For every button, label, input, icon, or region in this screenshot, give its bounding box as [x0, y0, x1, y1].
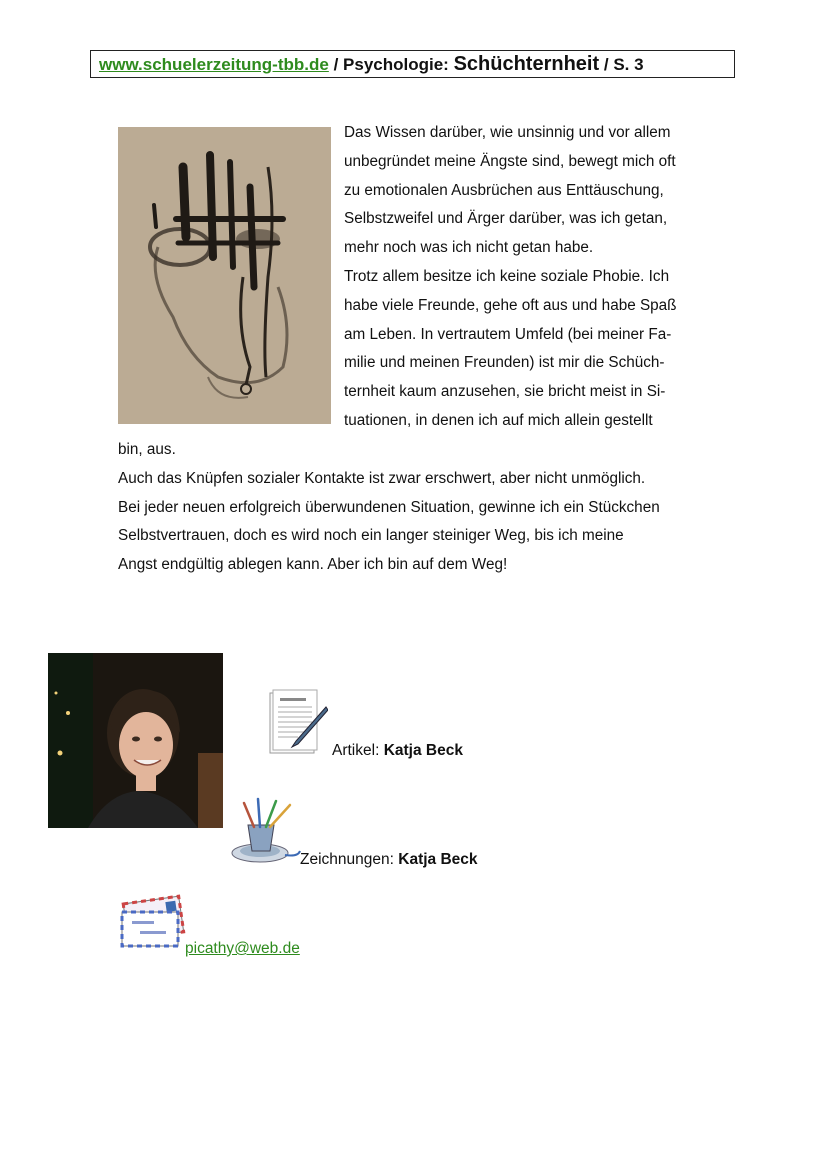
- text-line: Angst endgültig ablegen kann. Aber ich bin auf dem Weg!: [118, 556, 508, 574]
- page-header: [90, 50, 735, 78]
- paintbrush-cup-icon: [230, 795, 302, 867]
- text-line: Selbstvertrauen, doch es wird noch ein langer steiniger Weg, bis ich meine: [118, 527, 624, 545]
- author-photo: [48, 653, 223, 828]
- site-link[interactable]: www.schuelerzeitung-tbb.de: [99, 55, 329, 74]
- text-line: Auch das Knüpfen sozialer Kontakte ist zwar erschwert, aber nicht unmöglich.: [118, 469, 646, 487]
- charcoal-drawing-image: [118, 127, 331, 424]
- article-credit: [332, 742, 463, 760]
- article-continuation: [118, 436, 718, 580]
- text-line: habe viele Freunde, gehe oft aus und habe Spaß: [344, 296, 677, 314]
- header-topic: Schüchternheit: [453, 53, 600, 75]
- envelope-icon: [118, 894, 188, 950]
- header-section: / Psychologie:: [333, 55, 449, 74]
- text-line: am Leben. In vertrautem Umfeld (bei meiner Fa-: [344, 325, 672, 343]
- document-pen-icon: [268, 689, 328, 759]
- text-line: tuationen, in denen ich auf mich allein gestellt: [344, 411, 653, 429]
- text-line: unbegründet meine Ängste sind, bewegt mich oft: [344, 152, 676, 170]
- article-author: Katja Beck: [383, 742, 463, 759]
- text-line: Bei jeder neuen erfolgreich überwundenen Situation, gewinne ich ein Stückchen: [118, 498, 660, 516]
- text-line: Trotz allem besitze ich keine soziale Phobie. Ich: [344, 267, 670, 285]
- email-link[interactable]: picathy@web.de: [185, 940, 300, 957]
- text-line: milie und meinen Freunden) ist mir die Schüch-: [344, 354, 665, 372]
- text-line: zu emotionalen Ausbrüchen aus Enttäuschung,: [344, 181, 664, 199]
- drawings-credit-label: Zeichnungen:: [300, 851, 394, 868]
- article-credit-label: Artikel:: [332, 742, 380, 759]
- text-line: ternheit kaum anzusehen, sie bricht meist in Si-: [344, 383, 666, 401]
- article-column: [344, 119, 710, 436]
- text-line: Selbstzweifel und Ärger darüber, was ich getan,: [344, 210, 668, 228]
- text-line: mehr noch was ich nicht getan habe.: [344, 239, 594, 257]
- drawings-author: Katja Beck: [398, 851, 478, 868]
- text-line: bin, aus.: [118, 441, 176, 458]
- text-line: Das Wissen darüber, wie unsinnig und vor allem: [344, 124, 671, 141]
- header-page: / S. 3: [603, 55, 644, 74]
- drawings-credit: [300, 851, 478, 869]
